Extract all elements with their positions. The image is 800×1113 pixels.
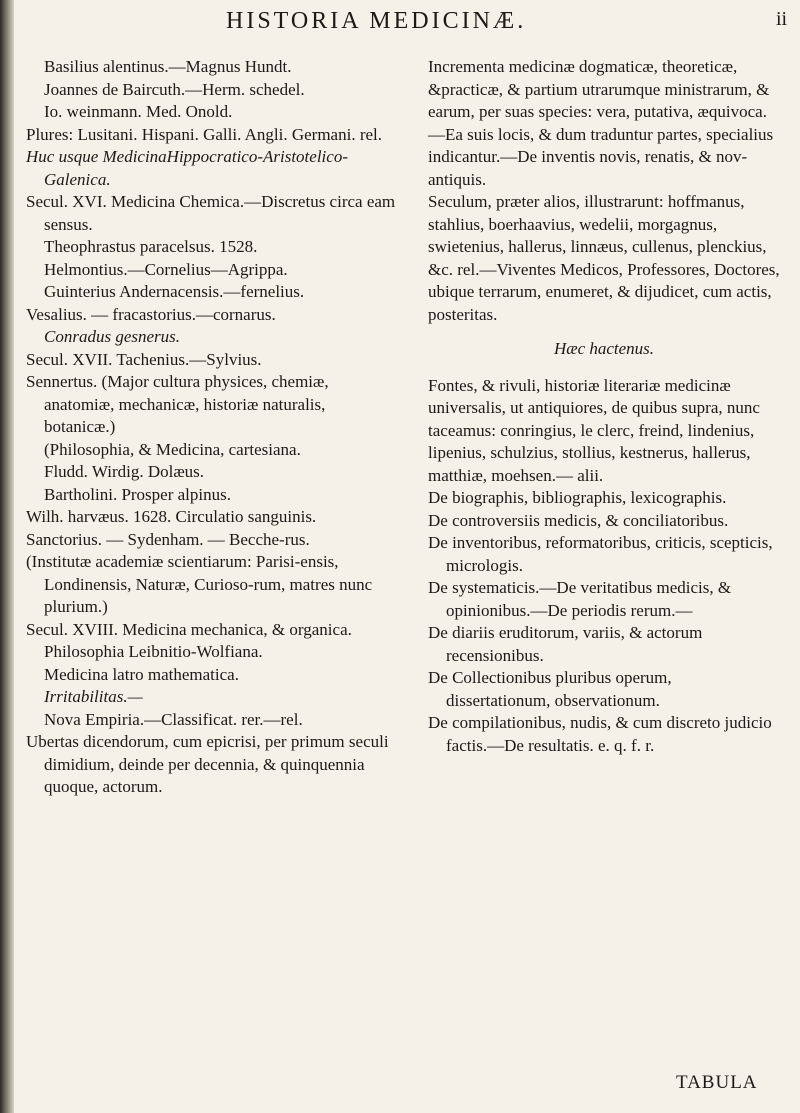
text-line: De compilationibus, nudis, & cum discreto judicio factis.—De resultatis. e. q. f. r. [428, 713, 772, 755]
section-subheading: Hæc hactenus. [553, 339, 655, 358]
left-column [26, 56, 398, 799]
text-line: Secul. XVI. Medicina Chemica.—Discretus circa eam sensus. [26, 192, 396, 234]
paragraph-seculum: Seculum, præter alios, illustrarunt: hoffmanus, stahlius, boerhaavius, wedelii, morgagnus, swietenius, hallerus, linnæus, cullenus, plenckius, &c. rel.—Viventes Medicos, Professores, Doctores, ubique terrarum, enumeret, & dijudicet, cum actis, posteritas. [428, 192, 780, 324]
text-line: Theophrastus paracelsus. 1528. [44, 237, 258, 256]
text-line: Philosophia Leibnitio-Wolfiana. [44, 642, 263, 661]
text-line: Basilius alentinus.—Magnus Hundt. [44, 57, 292, 76]
text-line: Sanctorius. — Sydenham. — Becche-rus. [26, 529, 310, 549]
text-line: Secul. XVII. Tachenius.—Sylvius. [26, 349, 262, 369]
text-line: Wilh. harvæus. 1628. Circulatio sanguinis. [26, 507, 317, 526]
text-line: De systematicis.—De veritatibus medicis, & opinionibus.—De periodis rerum.— [428, 578, 732, 620]
text-line: De Collectionibus pluribus operum, dissertationum, observationum. [428, 668, 672, 710]
text-line: Secul. XVIII. Medicina mechanica, & organica. [26, 619, 352, 639]
text-line: De inventoribus, reformatoribus, criticis, scepticis, micrologis. [428, 533, 773, 575]
text-line: Guinterius Andernacensis.—fernelius. [44, 282, 305, 301]
text-line: De biographis, bibliographis, lexicographis. [428, 488, 727, 507]
text-line: Joannes de Baircuth.—Herm. schedel. [44, 79, 305, 99]
page-gutter-shadow [0, 0, 14, 1113]
text-line: Bartholini. Prosper alpinus. [44, 484, 231, 504]
text-line: Irritabilitas.— [44, 687, 143, 706]
running-head [0, 6, 800, 40]
text-line: Vesalius. — fracastorius.—cornarus. [26, 304, 276, 324]
text-line: (Institutæ academiæ scientiarum: Parisi-ensis, Londinensis, Naturæ, Curioso-rum, matres nunc plurium.) [26, 552, 373, 616]
page-number: ii [776, 8, 788, 30]
text-line: Plures: Lusitani. Hispani. Galli. Angli. Germani. rel. [26, 124, 383, 144]
text-line: Io. weinmann. Med. Onold. [44, 102, 233, 121]
text-line: Nova Empiria.—Classificat. rer.—rel. [44, 709, 303, 729]
page-title: HISTORIA MEDICINÆ. [226, 8, 527, 34]
text-line: Fludd. Wirdig. Dolæus. [44, 462, 205, 481]
text-line: Ubertas dicendorum, cum epicrisi, per primum seculi dimidium, deinde per decennia, & quinquennia quoque, actorum. [26, 732, 389, 796]
catchword: TABULA [676, 1072, 758, 1093]
text-line: Helmontius.—Cornelius—Agrippa. [44, 259, 288, 279]
paragraph-fontes: Fontes, & rivuli, historiæ literariæ medicinæ universalis, ut antiquiores, de quibus supra, nunc taceamus: conringius, le clerc, freind, lindenius, lipenius, schulzius, stollius, kestnerus, hallerus, matthiæ, moehsen.— alii. [428, 375, 760, 485]
text-line: De controversiis medicis, & conciliatoribus. [428, 510, 729, 530]
right-column [428, 56, 780, 757]
text-line: Conradus gesnerus. [44, 327, 181, 346]
text-line: (Philosophia, & Medicina, cartesiana. [44, 439, 301, 459]
text-line: De diariis eruditorum, variis, & actorum recensionibus. [428, 623, 703, 665]
paragraph-incrementa: Incrementa medicinæ dogmaticæ, theoreticæ, &practicæ, & partium utrarumque ministrarum, & earum, per suas species: vera, putativa, æquivoca.—Ea suis locis, & dum traduntur partes, specialius indicantur.—De inventis novis, renatis, & nov-antiquis. [428, 57, 774, 189]
text-line: Sennertus. (Major cultura physices, chemiæ, anatomiæ, mechanicæ, historiæ naturalis, botanicæ.) [26, 372, 329, 436]
text-line: Huc usque MedicinaHippocratico-Aristotelico-Galenica. [26, 147, 348, 189]
text-line: Medicina latro mathematica. [44, 664, 239, 684]
